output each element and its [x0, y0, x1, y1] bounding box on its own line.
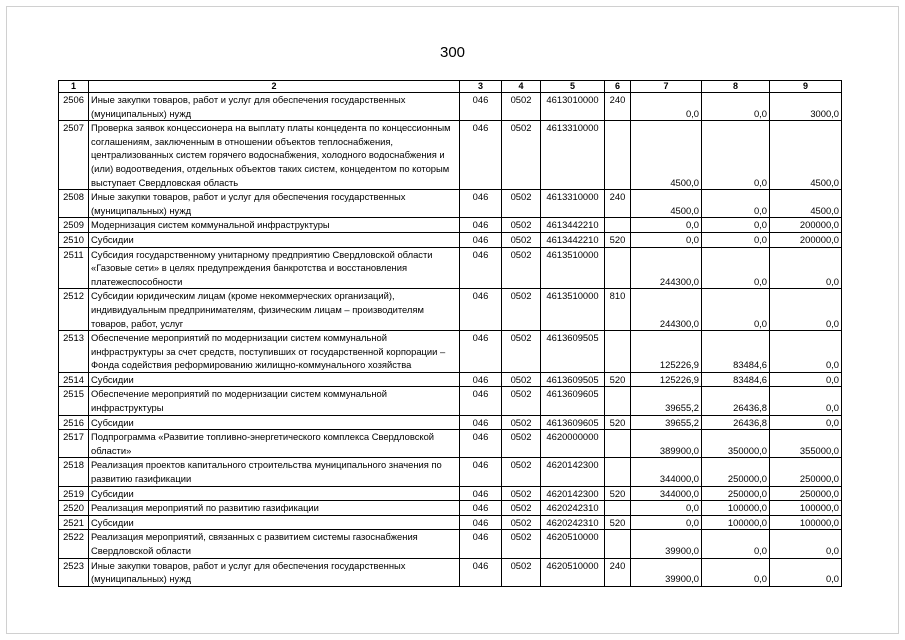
amount-col7: 389900,0 — [631, 430, 702, 458]
amount-col9: 0,0 — [770, 387, 842, 415]
amount-col7: 244300,0 — [631, 289, 702, 331]
expense-type-code: 240 — [605, 190, 631, 218]
section-code: 0502 — [502, 486, 541, 501]
table-row — [59, 530, 842, 558]
amount-col9: 0,0 — [770, 247, 842, 289]
row-name: Субсидии — [89, 415, 460, 430]
ministry-code: 046 — [460, 515, 502, 530]
expense-type-code — [605, 247, 631, 289]
amount-col8: 250000,0 — [702, 486, 770, 501]
row-number: 2509 — [59, 218, 89, 233]
column-header: 4 — [502, 81, 541, 93]
amount-col7: 125226,9 — [631, 372, 702, 387]
row-number: 2510 — [59, 232, 89, 247]
amount-col9: 0,0 — [770, 415, 842, 430]
row-number: 2506 — [59, 93, 89, 121]
expense-type-code: 810 — [605, 289, 631, 331]
amount-col9: 250000,0 — [770, 458, 842, 486]
target-code: 4620510000 — [541, 530, 605, 558]
ministry-code: 046 — [460, 247, 502, 289]
row-name: Обеспечение мероприятий по модернизации систем коммунальной инфраструктуры за счет средств, поступивших от государственной корпорации – Фонда содействия реформированию жилищно-коммунального хозяйства — [89, 331, 460, 373]
amount-col7: 344000,0 — [631, 458, 702, 486]
row-name: Реализация проектов капитального строительства муниципального значения по развитию газификации — [89, 458, 460, 486]
budget-table — [58, 80, 842, 587]
section-code: 0502 — [502, 121, 541, 190]
expense-type-code — [605, 387, 631, 415]
section-code: 0502 — [502, 415, 541, 430]
amount-col8: 0,0 — [702, 247, 770, 289]
section-code: 0502 — [502, 387, 541, 415]
amount-col7: 4500,0 — [631, 121, 702, 190]
row-number: 2514 — [59, 372, 89, 387]
row-number: 2517 — [59, 430, 89, 458]
section-code: 0502 — [502, 93, 541, 121]
table-row — [59, 93, 842, 121]
amount-col8: 26436,8 — [702, 415, 770, 430]
target-code: 4620242310 — [541, 515, 605, 530]
column-header: 6 — [605, 81, 631, 93]
expense-type-code — [605, 218, 631, 233]
row-name: Субсидии — [89, 515, 460, 530]
target-code: 4613442210 — [541, 218, 605, 233]
amount-col8: 350000,0 — [702, 430, 770, 458]
amount-col9: 0,0 — [770, 530, 842, 558]
section-code: 0502 — [502, 218, 541, 233]
row-name: Подпрограмма «Развитие топливно-энергетического комплекса Свердловской области» — [89, 430, 460, 458]
target-code: 4613609605 — [541, 415, 605, 430]
ministry-code: 046 — [460, 501, 502, 516]
row-number: 2519 — [59, 486, 89, 501]
row-number: 2520 — [59, 501, 89, 516]
amount-col8: 250000,0 — [702, 458, 770, 486]
amount-col8: 0,0 — [702, 218, 770, 233]
ministry-code: 046 — [460, 331, 502, 373]
section-code: 0502 — [502, 530, 541, 558]
row-number: 2515 — [59, 387, 89, 415]
section-code: 0502 — [502, 190, 541, 218]
column-header: 9 — [770, 81, 842, 93]
column-header: 1 — [59, 81, 89, 93]
target-code: 4613609505 — [541, 331, 605, 373]
table-row — [59, 558, 842, 586]
amount-col7: 39900,0 — [631, 530, 702, 558]
amount-col7: 39655,2 — [631, 415, 702, 430]
page-number: 300 — [439, 44, 466, 61]
expense-type-code — [605, 331, 631, 373]
row-number: 2508 — [59, 190, 89, 218]
amount-col8: 0,0 — [702, 232, 770, 247]
table-row — [59, 486, 842, 501]
amount-col7: 39655,2 — [631, 387, 702, 415]
column-header: 5 — [541, 81, 605, 93]
table-row — [59, 515, 842, 530]
table-row — [59, 430, 842, 458]
row-number: 2523 — [59, 558, 89, 586]
section-code: 0502 — [502, 372, 541, 387]
target-code: 4613510000 — [541, 247, 605, 289]
ministry-code: 046 — [460, 93, 502, 121]
amount-col9: 0,0 — [770, 331, 842, 373]
target-code: 4613310000 — [541, 190, 605, 218]
row-name: Субсидия государственному унитарному предприятию Свердловской области «Газовые сети» в целях предупреждения банкротства и восстановления платежеспособности — [89, 247, 460, 289]
section-code: 0502 — [502, 501, 541, 516]
row-number: 2513 — [59, 331, 89, 373]
target-code: 4613010000 — [541, 93, 605, 121]
expense-type-code — [605, 530, 631, 558]
amount-col8: 83484,6 — [702, 372, 770, 387]
row-name: Реализация мероприятий по развитию газификации — [89, 501, 460, 516]
ministry-code: 046 — [460, 190, 502, 218]
amount-col9: 100000,0 — [770, 501, 842, 516]
row-number: 2516 — [59, 415, 89, 430]
row-number: 2512 — [59, 289, 89, 331]
section-code: 0502 — [502, 247, 541, 289]
row-name: Обеспечение мероприятий по модернизации систем коммунальной инфраструктуры — [89, 387, 460, 415]
row-name: Реализация мероприятий, связанных с развитием системы газоснабжения Свердловской области — [89, 530, 460, 558]
row-name: Субсидии — [89, 372, 460, 387]
row-number: 2521 — [59, 515, 89, 530]
table-row — [59, 190, 842, 218]
table-row — [59, 247, 842, 289]
ministry-code: 046 — [460, 121, 502, 190]
table-row — [59, 387, 842, 415]
amount-col9: 250000,0 — [770, 486, 842, 501]
target-code: 4620242310 — [541, 501, 605, 516]
table-row — [59, 415, 842, 430]
expense-type-code: 520 — [605, 372, 631, 387]
amount-col7: 0,0 — [631, 93, 702, 121]
target-code: 4613609605 — [541, 387, 605, 415]
amount-col9: 100000,0 — [770, 515, 842, 530]
section-code: 0502 — [502, 232, 541, 247]
amount-col7: 4500,0 — [631, 190, 702, 218]
amount-col8: 100000,0 — [702, 515, 770, 530]
amount-col9: 0,0 — [770, 558, 842, 586]
expense-type-code: 520 — [605, 415, 631, 430]
row-name: Модернизация систем коммунальной инфраструктуры — [89, 218, 460, 233]
column-header: 2 — [89, 81, 460, 93]
row-name: Проверка заявок концессионера на выплату платы концедента по концессионным соглашениям, заключенным в отношении объектов теплоснабжения, централизованных систем горячего водоснабжения, холодного водоснабжения и (или) водоотведения, отдельных объектов таких систем, концедентом по которым выступает Свердловская область — [89, 121, 460, 190]
column-header: 8 — [702, 81, 770, 93]
table-row — [59, 289, 842, 331]
row-name: Субсидии — [89, 232, 460, 247]
expense-type-code — [605, 458, 631, 486]
ministry-code: 046 — [460, 415, 502, 430]
row-name: Иные закупки товаров, работ и услуг для обеспечения государственных (муниципальных) нужд — [89, 558, 460, 586]
expense-type-code: 520 — [605, 232, 631, 247]
table-row — [59, 372, 842, 387]
amount-col9: 4500,0 — [770, 190, 842, 218]
table-row — [59, 458, 842, 486]
ministry-code: 046 — [460, 232, 502, 247]
amount-col9: 355000,0 — [770, 430, 842, 458]
expense-type-code: 520 — [605, 515, 631, 530]
table-header-row — [59, 81, 842, 93]
amount-col7: 0,0 — [631, 515, 702, 530]
amount-col8: 0,0 — [702, 93, 770, 121]
target-code: 4620142300 — [541, 486, 605, 501]
amount-col8: 0,0 — [702, 190, 770, 218]
target-code: 4613442210 — [541, 232, 605, 247]
expense-type-code — [605, 501, 631, 516]
amount-col7: 125226,9 — [631, 331, 702, 373]
row-number: 2518 — [59, 458, 89, 486]
amount-col8: 83484,6 — [702, 331, 770, 373]
expense-type-code: 520 — [605, 486, 631, 501]
amount-col9: 0,0 — [770, 289, 842, 331]
row-number: 2522 — [59, 530, 89, 558]
section-code: 0502 — [502, 331, 541, 373]
target-code: 4620142300 — [541, 458, 605, 486]
ministry-code: 046 — [460, 458, 502, 486]
row-name: Субсидии юридическим лицам (кроме некоммерческих организаций), индивидуальным предпринимателям, физическим лицам – производителям товаров, работ, услуг — [89, 289, 460, 331]
ministry-code: 046 — [460, 486, 502, 501]
expense-type-code: 240 — [605, 93, 631, 121]
table-row — [59, 501, 842, 516]
amount-col7: 0,0 — [631, 232, 702, 247]
row-name: Иные закупки товаров, работ и услуг для обеспечения государственных (муниципальных) нужд — [89, 190, 460, 218]
section-code: 0502 — [502, 289, 541, 331]
row-number: 2511 — [59, 247, 89, 289]
amount-col9: 0,0 — [770, 372, 842, 387]
table-row — [59, 331, 842, 373]
amount-col7: 0,0 — [631, 501, 702, 516]
amount-col8: 0,0 — [702, 558, 770, 586]
ministry-code: 046 — [460, 530, 502, 558]
ministry-code: 046 — [460, 372, 502, 387]
amount-col9: 200000,0 — [770, 232, 842, 247]
amount-col8: 0,0 — [702, 289, 770, 331]
amount-col7: 0,0 — [631, 218, 702, 233]
ministry-code: 046 — [460, 387, 502, 415]
amount-col7: 244300,0 — [631, 247, 702, 289]
ministry-code: 046 — [460, 218, 502, 233]
amount-col8: 100000,0 — [702, 501, 770, 516]
target-code: 4613510000 — [541, 289, 605, 331]
row-number: 2507 — [59, 121, 89, 190]
row-name: Субсидии — [89, 486, 460, 501]
target-code: 4620510000 — [541, 558, 605, 586]
section-code: 0502 — [502, 430, 541, 458]
amount-col8: 0,0 — [702, 530, 770, 558]
ministry-code: 046 — [460, 558, 502, 586]
amount-col8: 0,0 — [702, 121, 770, 190]
amount-col9: 4500,0 — [770, 121, 842, 190]
ministry-code: 046 — [460, 430, 502, 458]
target-code: 4620000000 — [541, 430, 605, 458]
expense-type-code — [605, 430, 631, 458]
table-row — [59, 121, 842, 190]
amount-col8: 26436,8 — [702, 387, 770, 415]
row-name: Иные закупки товаров, работ и услуг для обеспечения государственных (муниципальных) нужд — [89, 93, 460, 121]
amount-col9: 200000,0 — [770, 218, 842, 233]
expense-type-code — [605, 121, 631, 190]
section-code: 0502 — [502, 515, 541, 530]
target-code: 4613609505 — [541, 372, 605, 387]
target-code: 4613310000 — [541, 121, 605, 190]
amount-col9: 3000,0 — [770, 93, 842, 121]
expense-type-code: 240 — [605, 558, 631, 586]
table-row — [59, 232, 842, 247]
section-code: 0502 — [502, 558, 541, 586]
column-header: 7 — [631, 81, 702, 93]
section-code: 0502 — [502, 458, 541, 486]
table-row — [59, 218, 842, 233]
amount-col7: 344000,0 — [631, 486, 702, 501]
column-header: 3 — [460, 81, 502, 93]
amount-col7: 39900,0 — [631, 558, 702, 586]
ministry-code: 046 — [460, 289, 502, 331]
